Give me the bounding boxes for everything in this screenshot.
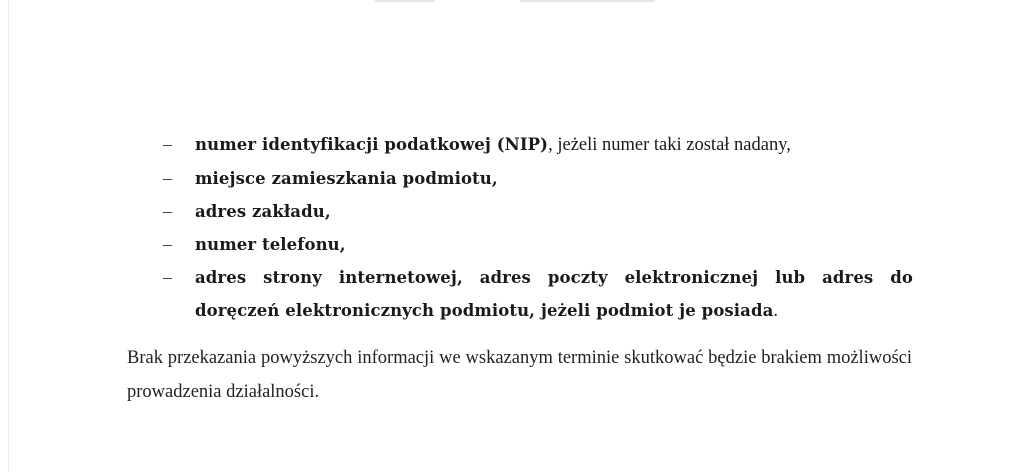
list-item-bold-text: adres zakładu, [195, 202, 331, 221]
list-item-text [195, 128, 913, 162]
dash-bullet: – [163, 234, 172, 254]
list-item-text [195, 162, 913, 195]
list-item-bold-text: adres strony internetowej, adres poczty elektronicznej lub adres do doręczeń elektronicznych podmiotu, jeżeli podmiot je posiada [195, 268, 913, 320]
dash-bullet: – [163, 201, 172, 221]
list-item-bold-text: numer identyfikacji podatkowej (NIP) [195, 135, 549, 154]
list-item [163, 228, 913, 261]
list-item [163, 128, 913, 162]
list-item-text [195, 195, 913, 228]
list-item-normal-text: . [773, 301, 779, 321]
list-item [163, 195, 913, 228]
dash-bullet: – [163, 134, 172, 154]
closing-paragraph: Brak przekazania powyższych informacji we wskazanym terminie skutkować będzie brakiem możliwości prowadzenia działalności. [127, 348, 912, 402]
dash-bullet: – [163, 168, 172, 188]
list-item [163, 261, 913, 328]
dash-bullet: – [163, 267, 172, 287]
list-item-text [195, 261, 913, 328]
requirements-list [163, 128, 913, 328]
list-item [163, 162, 913, 195]
list-item-normal-text: , jeżeli numer taki został nadany, [548, 135, 791, 155]
scan-edge-mark [375, 0, 435, 2]
scan-left-edge [8, 0, 9, 472]
list-item-text [195, 228, 913, 261]
scan-edge-mark [520, 0, 655, 2]
list-item-bold-text: miejsce zamieszkania podmiotu, [195, 169, 498, 188]
list-item-bold-text: numer telefonu, [195, 235, 346, 254]
